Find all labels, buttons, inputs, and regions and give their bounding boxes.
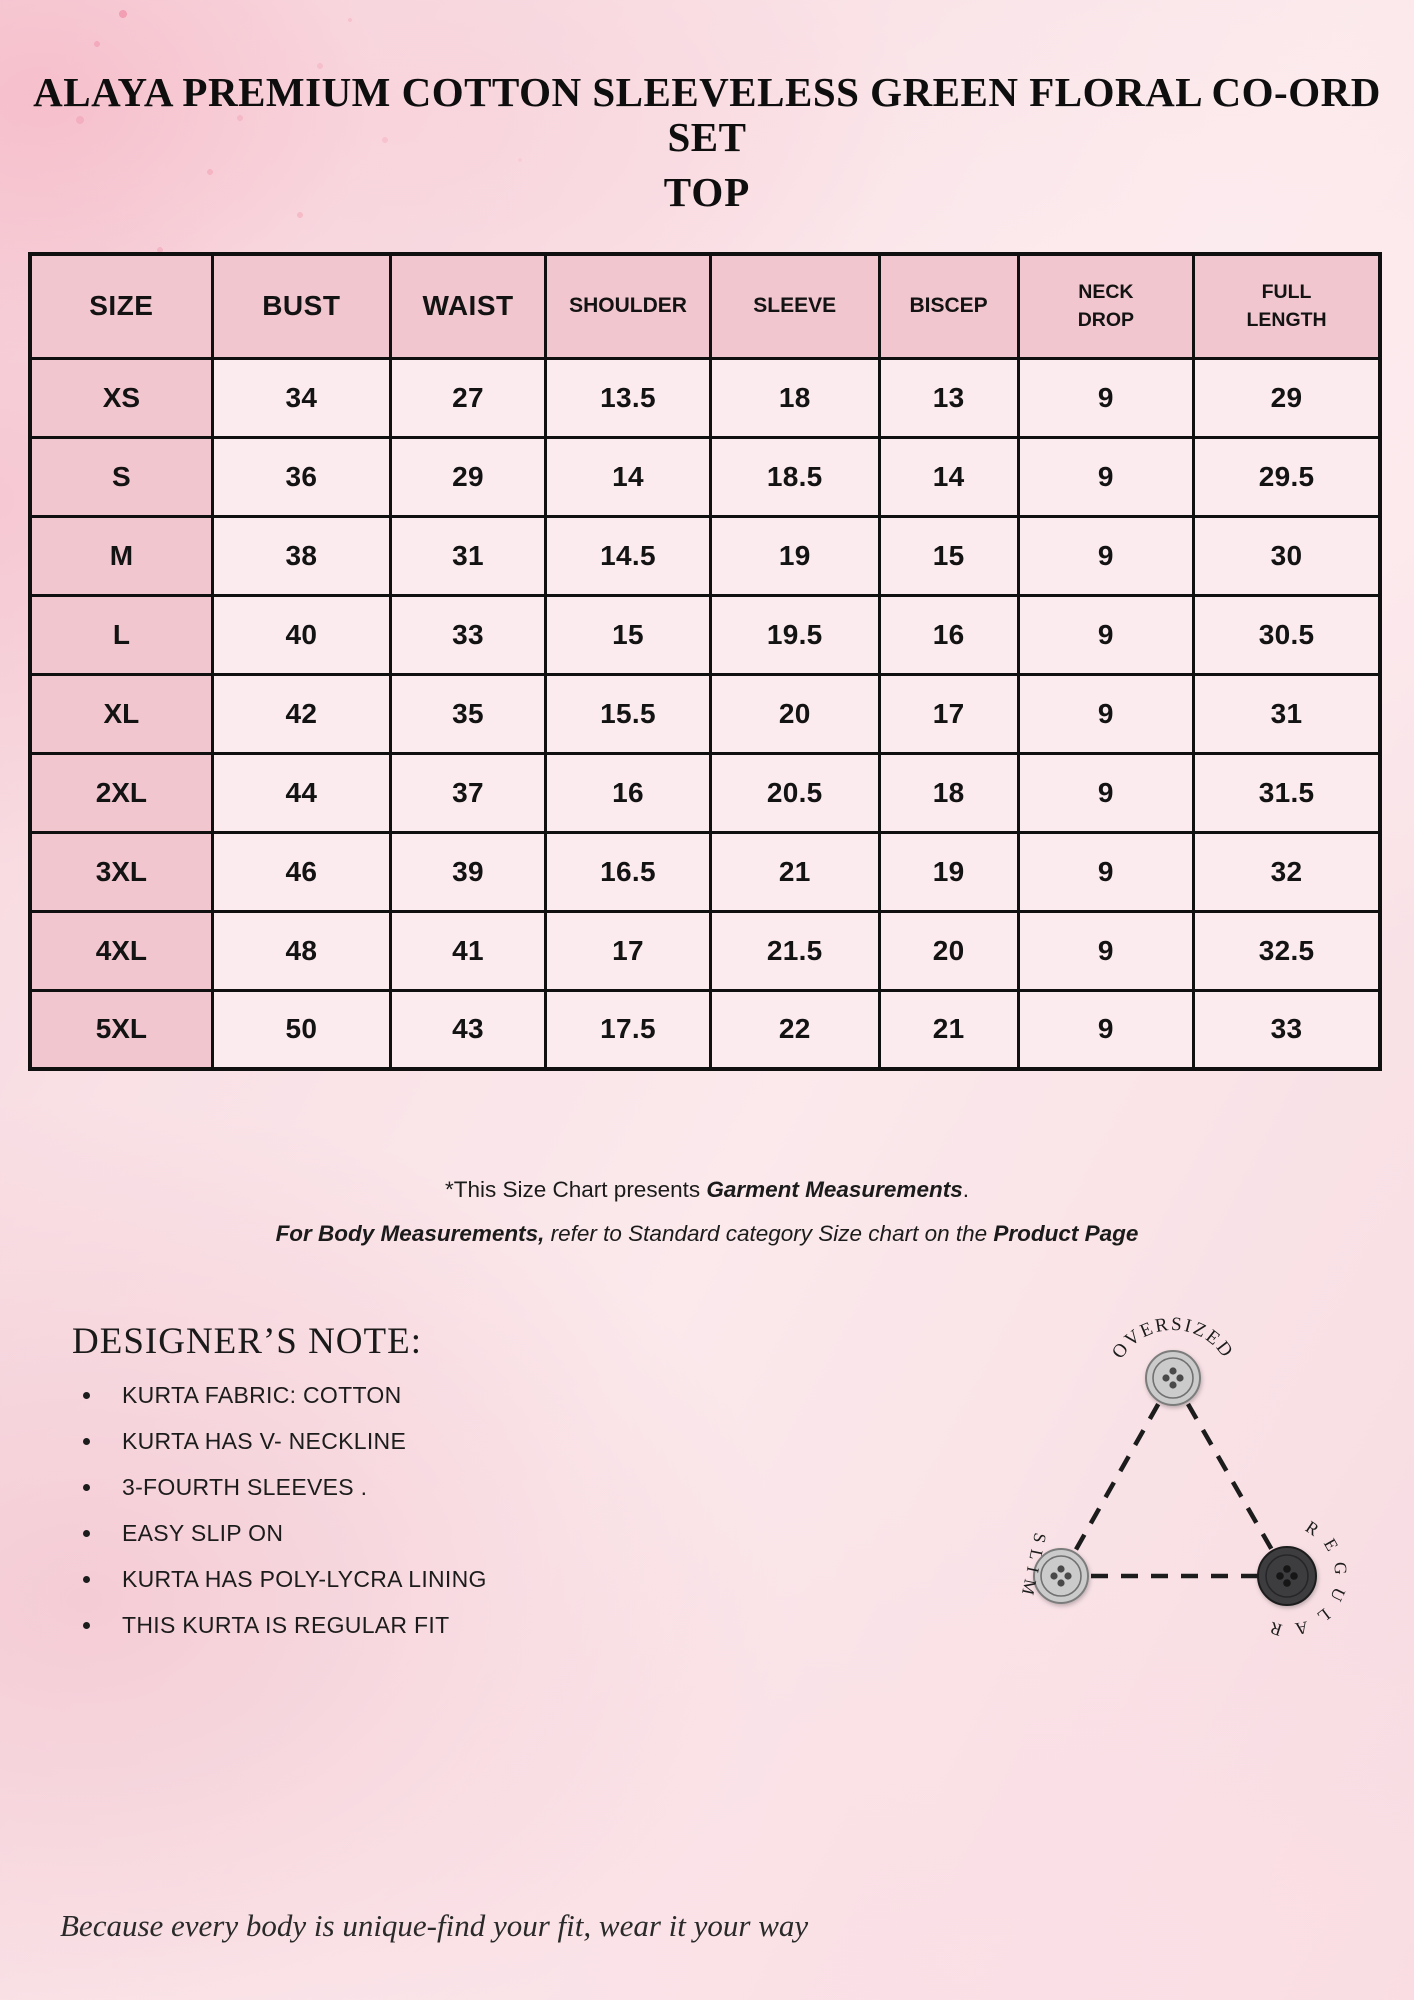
fit-triangle-diagram [935,1278,1375,1658]
measurement-cell: 31.5 [1194,753,1380,832]
size-cell: 3XL [30,832,212,911]
note-emphasis: Garment Measurements [706,1177,963,1202]
measurement-cell: 30.5 [1194,595,1380,674]
measurement-cell: 13 [879,358,1018,437]
measurement-cell: 48 [212,911,390,990]
measurement-cell: 42 [212,674,390,753]
table-row [30,832,1380,911]
measurement-cell: 19 [879,832,1018,911]
measurement-cell: 33 [1194,990,1380,1069]
measurement-cell: 50 [212,990,390,1069]
footer-quote: Because every body is unique-find your fit, wear it your way [60,1908,809,1943]
measurement-cell: 14 [879,437,1018,516]
note-emphasis: For Body Measurements, [275,1221,545,1246]
measurement-cell: 22 [710,990,879,1069]
list-item: • 3-FOURTH SLEEVES . [104,1474,487,1501]
measurement-cell: 16 [879,595,1018,674]
fit-label-oversized: OVERSIZED [1107,1313,1239,1363]
table-header-cell: BUST [212,254,390,358]
page-title [0,70,1414,216]
size-cell: XS [30,358,212,437]
measurement-cell: 20 [879,911,1018,990]
measurement-cell: 30 [1194,516,1380,595]
measurement-cell: 15 [879,516,1018,595]
fit-label-slim: SLIM [1016,1531,1051,1604]
button-icon-oversized [1146,1351,1200,1405]
measurement-cell: 20 [710,674,879,753]
table-row [30,437,1380,516]
list-item: • KURTA FABRIC: COTTON [104,1382,487,1409]
measurement-cell: 14 [546,437,711,516]
list-item: • THIS KURTA IS REGULAR FIT [104,1612,487,1639]
measurement-cell: 36 [212,437,390,516]
measurement-cell: 17 [879,674,1018,753]
measurement-note-line1 [0,1168,1414,1212]
measurement-cell: 9 [1018,358,1193,437]
measurement-cell: 16 [546,753,711,832]
note-text: refer to Standard category Size chart on the [544,1221,994,1246]
size-table [28,252,1382,1071]
note-text: *This Size Chart presents [445,1177,707,1202]
measurement-cell: 31 [1194,674,1380,753]
measurement-cell: 9 [1018,990,1193,1069]
size-cell: 2XL [30,753,212,832]
designer-note-heading: DESIGNER’S NOTE: [72,1321,423,1362]
header-row [30,254,1380,358]
measurement-cell: 29 [390,437,545,516]
dashed-triangle-lines [1061,1378,1287,1576]
measurement-cell: 27 [390,358,545,437]
measurement-cell: 9 [1018,753,1193,832]
measurement-cell: 9 [1018,516,1193,595]
table-header-cell: FULL LENGTH [1194,254,1380,358]
measurement-cell: 15 [546,595,711,674]
measurement-cell: 29.5 [1194,437,1380,516]
table-row [30,753,1380,832]
table-header-cell: SHOULDER [546,254,711,358]
measurement-cell: 21 [879,990,1018,1069]
measurement-cell: 46 [212,832,390,911]
table-header-cell: SLEEVE [710,254,879,358]
measurement-cell: 9 [1018,832,1193,911]
measurement-note-line2 [0,1212,1414,1256]
table-header-cell: WAIST [390,254,545,358]
measurement-cell: 15.5 [546,674,711,753]
measurement-cell: 16.5 [546,832,711,911]
list-item: • KURTA HAS POLY-LYCRA LINING [104,1566,487,1593]
measurement-cell: 18 [879,753,1018,832]
measurement-cell: 41 [390,911,545,990]
measurement-cell: 32.5 [1194,911,1380,990]
measurement-cell: 29 [1194,358,1380,437]
table-row [30,516,1380,595]
measurement-cell: 9 [1018,674,1193,753]
size-table-container [28,252,1382,1071]
table-row [30,911,1380,990]
product-title-line1: ALAYA PREMIUM COTTON SLEEVELESS GREEN FLORAL CO-ORD SET [33,69,1381,161]
size-cell: M [30,516,212,595]
measurement-cell: 32 [1194,832,1380,911]
size-table-body [30,358,1380,1069]
table-row [30,595,1380,674]
measurement-cell: 40 [212,595,390,674]
measurement-cell: 39 [390,832,545,911]
note-text: . [962,1177,969,1202]
measurement-cell: 21.5 [710,911,879,990]
size-cell: L [30,595,212,674]
measurement-cell: 33 [390,595,545,674]
fit-label-regular: REGULAR [1256,1516,1352,1642]
designer-note-list [86,1382,487,1658]
table-header-cell: BISCEP [879,254,1018,358]
size-cell: S [30,437,212,516]
measurement-note [0,1168,1414,1256]
product-title-line2: TOP [663,169,751,216]
measurement-cell: 18.5 [710,437,879,516]
button-icon-regular [1258,1547,1316,1605]
table-header-cell: NECK DROP [1018,254,1193,358]
measurement-cell: 21 [710,832,879,911]
measurement-cell: 31 [390,516,545,595]
measurement-cell: 38 [212,516,390,595]
measurement-cell: 9 [1018,437,1193,516]
measurement-cell: 43 [390,990,545,1069]
measurement-cell: 19 [710,516,879,595]
measurement-cell: 18 [710,358,879,437]
measurement-cell: 35 [390,674,545,753]
size-cell: 5XL [30,990,212,1069]
measurement-cell: 14.5 [546,516,711,595]
size-cell: 4XL [30,911,212,990]
measurement-cell: 13.5 [546,358,711,437]
measurement-cell: 9 [1018,911,1193,990]
size-cell: XL [30,674,212,753]
table-row [30,358,1380,437]
measurement-cell: 9 [1018,595,1193,674]
list-item: • EASY SLIP ON [104,1520,487,1547]
measurement-cell: 37 [390,753,545,832]
table-row [30,990,1380,1069]
measurement-cell: 19.5 [710,595,879,674]
measurement-cell: 17.5 [546,990,711,1069]
table-row [30,674,1380,753]
list-item: • KURTA HAS V- NECKLINE [104,1428,487,1455]
measurement-cell: 44 [212,753,390,832]
table-header-cell: SIZE [30,254,212,358]
measurement-cell: 17 [546,911,711,990]
size-table-head [30,254,1380,358]
note-emphasis: Product Page [993,1221,1139,1246]
measurement-cell: 34 [212,358,390,437]
measurement-cell: 20.5 [710,753,879,832]
